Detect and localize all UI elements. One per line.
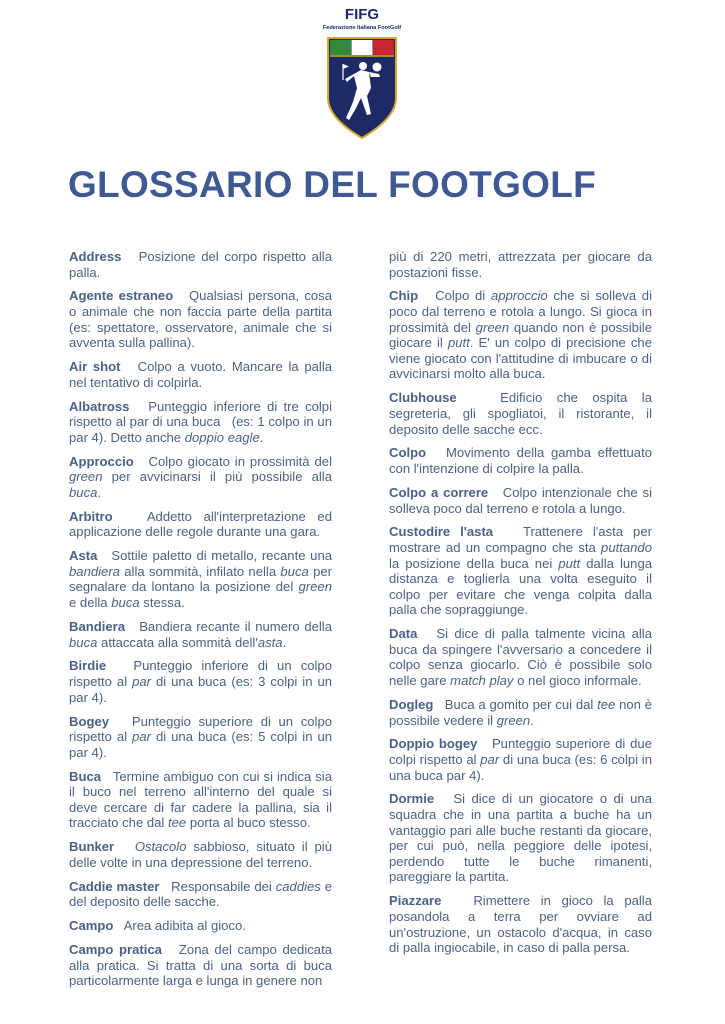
- glossary-term: Bunker: [69, 839, 115, 855]
- glossary-definition: Movimento della gamba effettuato con l'intenzione di colpire la palla.: [389, 445, 652, 477]
- glossary-definition: Qualsiasi persona, cosa o animale che non faccia parte della partita (es: spettatore, osservatore, animale che si avventa sulla pallina).: [69, 288, 332, 351]
- shield-emblem-icon: [327, 36, 397, 140]
- glossary-entry: [69, 359, 332, 390]
- glossary-definition: Responsabile dei caddies e del deposito delle sacche.: [69, 878, 333, 910]
- glossary-entry: [69, 509, 332, 540]
- glossary-definition: Colpo a vuoto. Mancare la palla nel tentativo di colpirla.: [69, 359, 333, 390]
- glossary-right-column: [389, 249, 652, 964]
- glossary-definition: Colpo di approccio che si solleva di poco dal terreno e rotola a lungo. Si gioca in prossimità del green quando non è possibile giocare il putt. E' un colpo di precisione che viene giocato con l'attitudine di imbucare o di avvicinarsi molto alla buca.: [389, 288, 652, 382]
- glossary-entry: [389, 288, 652, 382]
- glossary-entry: [69, 769, 332, 831]
- glossary-entry: [69, 942, 332, 989]
- glossary-definition: Punteggio inferiore di tre colpi rispetto al par di una buca (es: 1 colpo in un par 4). Detto anche doppio eagle.: [69, 398, 333, 445]
- glossary-term: Address: [69, 249, 122, 264]
- glossary-term: Data: [389, 626, 418, 642]
- glossary-entry: [69, 839, 332, 870]
- glossary-entry: [69, 879, 332, 910]
- glossary-left-column: [69, 249, 332, 997]
- glossary-entry: [389, 249, 652, 280]
- glossary-entry: [69, 548, 332, 610]
- glossary-definition: Buca a gomito per cui dal tee non è possibile vedere il green.: [389, 696, 653, 728]
- glossary-definition: Ostacolo sabbioso, situato il più delle volte in una depressione del terreno.: [69, 839, 332, 870]
- glossary-definition: Addetto all'interpretazione ed applicazione delle regole durante una gara.: [69, 508, 332, 540]
- glossary-term: Custodire l'asta: [389, 524, 494, 540]
- glossary-entry: [69, 714, 332, 761]
- glossary-entry: [69, 399, 332, 446]
- glossary-entry: [69, 288, 332, 350]
- logo-title: FIFG: [344, 6, 380, 23]
- glossary-entry: [389, 893, 652, 955]
- glossary-definition: Colpo intenzionale che si solleva poco dal terreno e rotola a lungo.: [389, 484, 652, 516]
- glossary-definition: Posizione del corpo rispetto alla palla.: [69, 249, 332, 280]
- glossary-entry: [69, 918, 332, 934]
- glossary-definition: Colpo giocato in prossimità del green per avvicinarsi il più possibile alla buca.: [69, 453, 332, 500]
- glossary-term: Campo: [69, 918, 114, 934]
- glossary-entry: [69, 454, 332, 501]
- glossary-entry: [389, 697, 652, 728]
- glossary-term: Air shot: [69, 359, 121, 375]
- glossary-definition: Punteggio superiore di due colpi rispetto al par di una buca (es: 6 colpi in una buca par 4).: [389, 736, 652, 783]
- glossary-term: Dormie: [389, 791, 435, 807]
- logo-subtitle: Federazione Italiana FootGolf: [322, 25, 402, 31]
- glossary-entry: [389, 485, 652, 516]
- glossary-entry: [389, 524, 652, 618]
- glossary-definition: Area adibita al gioco.: [123, 918, 246, 934]
- glossary-definition: Trattenere l'asta per mostrare ad un compagno che sta puttando la posizione della buca nei putt dalla lunga distanza e toglierla una volta eseguito il colpo per evitare che venga colpita dalla palla che sopraggiunge.: [389, 524, 653, 618]
- glossary-definition: Bandiera recante il numero della buca attaccata alla sommità dell'asta.: [69, 618, 332, 650]
- glossary-term: Clubhouse: [389, 390, 457, 406]
- glossary-definition: Si dice di un giocatore o di una squadra che in una partita a buche ha un vantaggio pari alle buche restanti da giocare, per cui può, nella peggiore delle ipotesi, perdendo tutte le buche rimanenti, pareggiare la partita.: [389, 791, 652, 885]
- glossary-definition: Zona del campo dedicata alla pratica. Si tratta di una sorta di buca particolarmente larga e lunga in genere non: [69, 942, 332, 989]
- glossary-definition: Edificio che ospita la segreteria, gli spogliatoi, il ristorante, il deposito delle sacche ecc.: [389, 390, 652, 437]
- glossary-term: Buca: [69, 768, 102, 784]
- glossary-definition: più di 220 metri, attrezzata per giocare da postazioni fisse.: [389, 249, 652, 280]
- glossary-term: Bandiera: [69, 618, 126, 634]
- glossary-entry: [389, 445, 652, 476]
- glossary-entry: [69, 658, 332, 705]
- glossary-term: Approccio: [69, 453, 134, 469]
- glossary-term: Colpo: [389, 445, 427, 461]
- glossary-entry: [389, 390, 652, 437]
- glossary-term: Chip: [389, 288, 419, 304]
- glossary-entry: [389, 736, 652, 783]
- glossary-term: Caddie master: [69, 878, 160, 894]
- glossary-term: Asta: [69, 548, 98, 564]
- glossary-term: Dogleg: [389, 696, 434, 712]
- glossary-definition: Punteggio superiore di un colpo rispetto al par di una buca (es: 5 colpi in un par 4).: [69, 713, 333, 760]
- glossary-term: Arbitro: [69, 508, 113, 524]
- glossary-term: Birdie: [69, 658, 107, 674]
- glossary-term: Doppio bogey: [389, 736, 478, 752]
- fifg-logo: [312, 4, 412, 140]
- glossary-definition: Si dice di palla talmente vicina alla buca da spingere l'avversario a concedere il colpo senza giocarlo. Ciò è possibile solo nelle gare match play o nel gioco informale.: [389, 626, 652, 689]
- glossary-definition: Rimettere in gioco la palla posandola a terra per ovviare ad un'ostruzione, un ostacolo d'acqua, in caso di palla ingiocabile, in caso di palla persa.: [389, 893, 652, 956]
- glossary-term: Colpo a correre: [389, 484, 489, 500]
- glossary-entry: [69, 619, 332, 650]
- glossary-definition: Sottile paletto di metallo, recante una bandiera alla sommità, infilato nella buca per segnalare da lontano la posizione del green e della buca stessa.: [69, 548, 333, 611]
- glossary-definition: Termine ambiguo con cui si indica sia il buco nel terreno all'interno del quale si deve cercare di far cadere la pallina, sia il tracciato che dal tee porta al buco stesso.: [69, 768, 332, 831]
- glossary-term: Bogey: [69, 713, 110, 729]
- glossary-entry: [69, 249, 332, 280]
- glossary-term: Campo pratica: [69, 942, 162, 958]
- glossary-term: Agente estraneo: [69, 288, 174, 304]
- glossary-definition: Punteggio inferiore di un colpo rispetto al par di una buca (es: 3 colpi in un par 4).: [69, 658, 333, 705]
- glossary-entry: [389, 791, 652, 885]
- glossary-entry: [389, 626, 652, 688]
- page-title: GLOSSARIO DEL FOOTGOLF: [68, 164, 597, 205]
- glossary-term: Piazzare: [389, 893, 442, 909]
- glossary-term: Albatross: [69, 398, 130, 414]
